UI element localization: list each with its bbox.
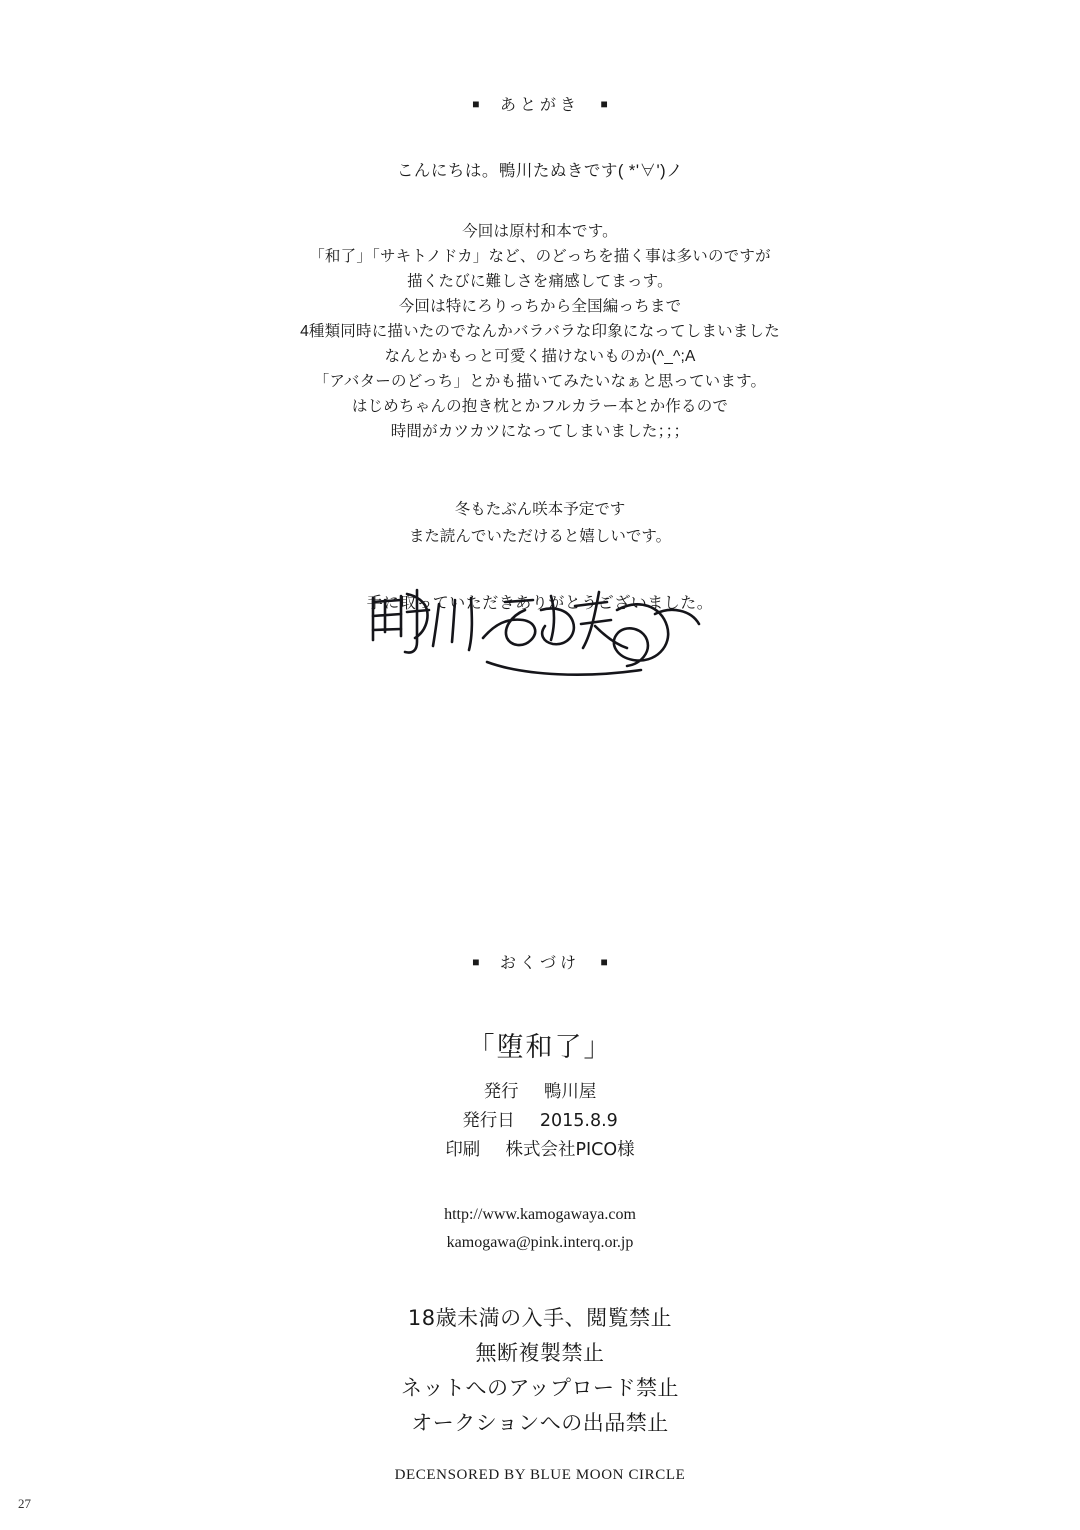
notice-line: 18歳未満の入手、閲覧禁止 xyxy=(407,1306,673,1330)
printer-label: 印刷 xyxy=(445,1140,481,1160)
notice-line: 無断複製禁止 xyxy=(475,1341,605,1365)
afterword-line: 「アバターのどっち」とかも描いてみたいなぁと思っています。 xyxy=(313,373,767,390)
afterword-closing-line: 冬もたぶん咲本予定です xyxy=(454,501,626,518)
date-row xyxy=(0,1107,1080,1136)
afterword-closing-line: また読んでいただけると嬉しいです。 xyxy=(408,528,672,545)
contact-block xyxy=(0,1201,1080,1257)
email-link[interactable]: kamogawa@pink.interq.or.jp xyxy=(446,1234,634,1251)
notice-block xyxy=(0,1301,1080,1441)
printer-row xyxy=(0,1136,1080,1165)
square-bullet-icon: ■ xyxy=(472,97,480,111)
square-bullet-icon: ■ xyxy=(600,97,608,111)
colophon-heading xyxy=(0,950,1080,973)
afterword-heading xyxy=(0,92,1080,115)
page-number: 27 xyxy=(18,1496,31,1511)
afterword-heading-label: あとがき xyxy=(499,97,580,114)
publisher-value: 鴨川屋 xyxy=(543,1082,597,1102)
afterword-line: なんとかもっと可愛く描けないものか(^_^;A xyxy=(384,348,696,365)
afterword-line: 「和了」「サキトノドカ」など、のどっちを描く事は多いのですが xyxy=(309,248,771,265)
notice-line: ネットへのアップロード禁止 xyxy=(400,1376,680,1400)
afterword-line: 描くたびに難しさを痛感してまっす。 xyxy=(407,273,673,290)
imprint-block xyxy=(0,1078,1080,1165)
afterword-line: はじめちゃんの抱き枕とかフルカラー本とか作るので xyxy=(351,398,729,415)
colophon-section xyxy=(0,950,1080,1484)
afterword-closing xyxy=(0,496,1080,550)
afterword-line: 時間がカツカツになってしまいました；；； xyxy=(390,423,690,440)
afterword-greeting: こんにちは。鴨川たぬきです( *'∀')ノ xyxy=(396,162,684,180)
publisher-row xyxy=(0,1078,1080,1107)
website-link[interactable]: http://www.kamogawaya.com xyxy=(444,1206,636,1223)
notice-line: オークションへの出品禁止 xyxy=(411,1411,669,1435)
author-signature xyxy=(355,580,725,690)
colophon-heading-label: おくづけ xyxy=(499,955,580,972)
afterword-paragraph xyxy=(0,219,1080,444)
afterword-line: 今回は原村和本です。 xyxy=(462,223,618,240)
decensor-credit: DECENSORED BY BLUE MOON CIRCLE xyxy=(394,1467,686,1483)
square-bullet-icon: ■ xyxy=(472,955,480,969)
date-value: 2015.8.9 xyxy=(539,1111,618,1131)
printer-value: 株式会社PICO様 xyxy=(505,1140,635,1160)
date-label: 発行日 xyxy=(462,1111,515,1131)
afterword-line: 4種類同時に描いたのでなんかバラバラな印象になってしまいました xyxy=(300,323,780,340)
square-bullet-icon: ■ xyxy=(600,955,608,969)
afterword-line: 今回は特にろりっちから全国編っちまで xyxy=(398,298,682,315)
book-title: 「堕和了」 xyxy=(467,1032,613,1063)
publisher-label: 発行 xyxy=(483,1082,519,1102)
afterword-section xyxy=(0,92,1080,613)
afterword-thanks: 手に取っていただきありがとうございました。 xyxy=(366,595,714,612)
